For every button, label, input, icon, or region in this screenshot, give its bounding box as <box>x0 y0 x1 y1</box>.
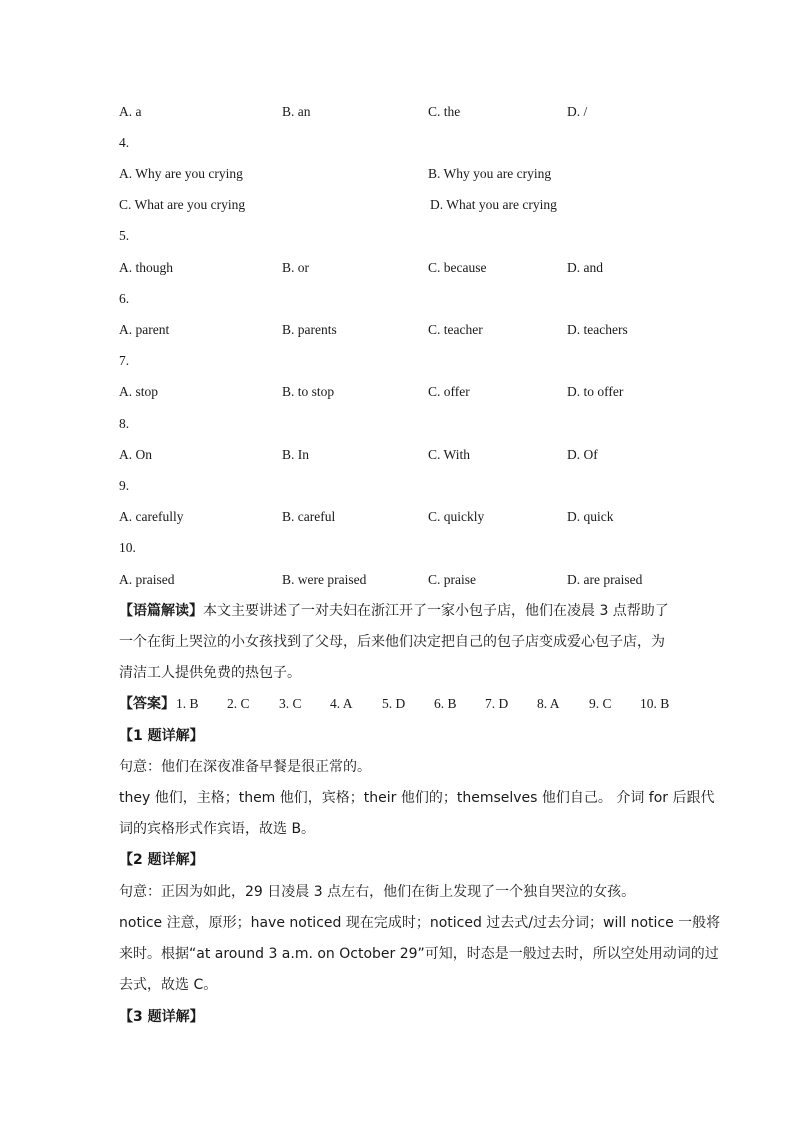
detail-1-heading: 【1 题详解】 <box>119 728 204 744</box>
detail-3-heading: 【3 题详解】 <box>119 1009 204 1025</box>
answer-item: 6. B <box>434 696 457 711</box>
q9-option-d: D. quick <box>567 509 614 524</box>
q8-option-c: C. With <box>428 447 470 462</box>
answer-item: 2. C <box>227 696 250 711</box>
detail-1-explanation-1: they 他们，主格；them 他们，宾格；their 他们的；themselves 他们自己。 介词 for 后跟代 <box>119 790 715 806</box>
q3-option-b: B. an <box>282 104 311 119</box>
q5-number: 5. <box>119 228 130 243</box>
detail-2-explanation-1: notice 注意，原形；have noticed 现在完成时；noticed 过去式/过去分词；will notice 一般将 <box>119 915 721 931</box>
q10-option-a: A. praised <box>119 572 175 587</box>
detail-1-explanation-2: 词的宾格形式作宾语，故选 B。 <box>119 821 316 837</box>
q9-option-b: B. careful <box>282 509 336 524</box>
answer-item: 10. B <box>640 696 670 711</box>
q7-option-c: C. offer <box>428 384 470 399</box>
q10-option-c: C. praise <box>428 572 476 587</box>
answer-item: 7. D <box>485 696 509 711</box>
q5-option-a: A. though <box>119 260 173 275</box>
answer-item: 4. A <box>330 696 353 711</box>
detail-1-meaning: 句意：他们在深夜准备早餐是很正常的。 <box>119 759 371 775</box>
detail-2-meaning: 句意：正因为如此，29 日凌晨 3 点左右，他们在街上发现了一个独自哭泣的女孩。 <box>119 884 636 900</box>
q6-option-c: C. teacher <box>428 322 483 337</box>
q4-number: 4. <box>119 135 130 150</box>
q3-option-c: C. the <box>428 104 461 119</box>
q3-option-a: A. a <box>119 104 142 119</box>
q8-number: 8. <box>119 416 130 431</box>
detail-2-explanation-2: 来时。根据“at around 3 a.m. on October 29”可知，时态是一般过去时，所以空处用动词的过 <box>119 946 719 962</box>
q7-option-d: D. to offer <box>567 384 624 399</box>
q6-option-d: D. teachers <box>567 322 628 337</box>
detail-2-explanation-3: 去式，故选 C。 <box>119 977 218 993</box>
summary-text-1: 本文主要讲述了一对夫妇在浙江开了一家小包子店，他们在凌晨 3 点帮助了 <box>203 603 669 619</box>
q6-number: 6. <box>119 291 130 306</box>
answers-label: 【答案】 <box>119 696 175 712</box>
q4-option-d: D. What you are crying <box>430 197 557 212</box>
answer-item: 9. C <box>589 696 612 711</box>
summary-label: 【语篇解读】 <box>119 603 203 619</box>
q6-option-a: A. parent <box>119 322 170 337</box>
q7-number: 7. <box>119 353 130 368</box>
q10-option-d: D. are praised <box>567 572 643 587</box>
q9-number: 9. <box>119 478 130 493</box>
q4-option-a: A. Why are you crying <box>119 166 243 181</box>
answer-item: 8. A <box>537 696 560 711</box>
q4-option-b: B. Why you are crying <box>428 166 552 181</box>
q9-option-a: A. carefully <box>119 509 184 524</box>
q9-option-c: C. quickly <box>428 509 485 524</box>
summary-line-2: 一个在街上哭泣的小女孩找到了父母，后来他们决定把自己的包子店变成爱心包子店，为 <box>119 634 665 650</box>
q5-option-d: D. and <box>567 260 603 275</box>
answer-item: 5. D <box>382 696 406 711</box>
q6-option-b: B. parents <box>282 322 337 337</box>
q8-option-b: B. In <box>282 447 309 462</box>
q10-option-b: B. were praised <box>282 572 367 587</box>
q10-number: 10. <box>119 540 136 555</box>
q7-option-b: B. to stop <box>282 384 335 399</box>
summary-line-3: 清洁工人提供免费的热包子。 <box>119 665 301 681</box>
answer-item: 3. C <box>279 696 302 711</box>
q5-option-c: C. because <box>428 260 487 275</box>
summary-line-1 <box>119 602 679 620</box>
q4-option-c: C. What are you crying <box>119 197 246 212</box>
answer-item: 1. B <box>176 696 199 711</box>
q3-option-d: D. / <box>567 104 588 119</box>
q7-option-a: A. stop <box>119 384 159 399</box>
q5-option-b: B. or <box>282 260 309 275</box>
detail-2-heading: 【2 题详解】 <box>119 852 204 868</box>
q8-option-d: D. Of <box>567 447 598 462</box>
q8-option-a: A. On <box>119 447 152 462</box>
